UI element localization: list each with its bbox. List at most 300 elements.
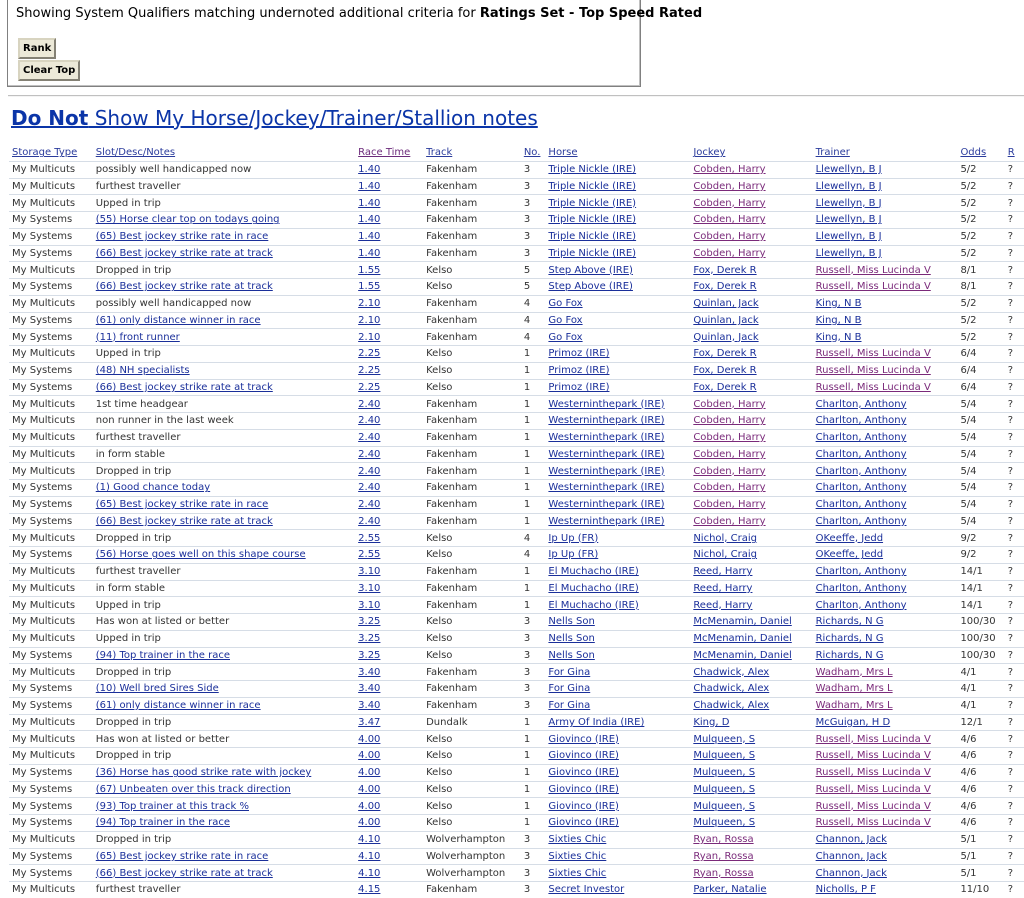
system-link[interactable]: (66) Best jockey strike rate at track (95, 867, 273, 879)
trainer-link[interactable]: Charlton, Anthony (815, 398, 907, 410)
race-time-link[interactable]: 1.40 (358, 197, 381, 209)
system-link[interactable]: (61) only distance winner in race (95, 700, 261, 712)
jockey-link[interactable]: Ryan, Rossa (693, 850, 754, 862)
horse-link[interactable]: Giovinco (IRE) (548, 733, 619, 745)
col-header-jockey[interactable]: Jockey (693, 147, 726, 159)
jockey-link[interactable]: Fox, Derek R (693, 365, 757, 377)
rank-button[interactable]: Rank (18, 38, 56, 59)
horse-link[interactable]: For Gina (548, 683, 591, 695)
trainer-link[interactable]: Charlton, Anthony (815, 599, 907, 611)
race-time-link[interactable]: 3.40 (358, 683, 381, 695)
table-row (9, 815, 1024, 832)
jockey-link[interactable]: Cobden, Harry (693, 499, 766, 511)
horse-cell (545, 446, 690, 463)
horse-link[interactable]: Go Fox (548, 314, 583, 326)
system-link[interactable]: (65) Best jockey strike rate in race (95, 231, 269, 243)
trainer-link[interactable]: Llewellyn, B J (815, 180, 882, 192)
number-cell: 1 (521, 798, 546, 815)
system-link[interactable]: (66) Best jockey strike rate at track (95, 381, 273, 393)
horse-link[interactable]: Giovinco (IRE) (548, 783, 619, 795)
clear-top-button[interactable]: Clear Top (18, 60, 80, 81)
race-time-link[interactable]: 2.10 (358, 314, 381, 326)
table-row (9, 178, 1024, 195)
system-link[interactable]: (66) Best jockey strike rate at track (95, 281, 273, 293)
col-header-trainer[interactable]: Trainer (815, 147, 850, 159)
race-time-link[interactable]: 2.55 (358, 532, 381, 544)
slot-desc-cell (93, 362, 355, 379)
jockey-link[interactable]: Chadwick, Alex (693, 666, 770, 678)
race-time-cell (355, 161, 423, 178)
horse-link[interactable]: Sixties Chic (548, 850, 607, 862)
race-time-cell (355, 764, 423, 781)
trainer-link[interactable]: Wadham, Mrs L (815, 666, 893, 678)
track-cell: Fakenham (423, 681, 521, 698)
horse-link[interactable]: Giovinco (IRE) (548, 750, 619, 762)
trainer-cell (813, 647, 958, 664)
jockey-link[interactable]: Mulqueen, S (693, 750, 756, 762)
storage-type-cell: My Multicuts (9, 396, 93, 413)
trainer-cell (813, 815, 958, 832)
horse-link[interactable]: For Gina (548, 700, 591, 712)
horse-link[interactable]: Go Fox (548, 331, 583, 343)
horse-link[interactable]: Westerninthepark (IRE) (548, 482, 665, 494)
storage-type-cell: My Multicuts (9, 882, 93, 898)
horse-link[interactable]: Triple Nickle (IRE) (548, 231, 637, 243)
jockey-link[interactable]: Cobden, Harry (693, 231, 766, 243)
horse-link[interactable]: Primoz (IRE) (548, 365, 610, 377)
race-time-link[interactable]: 1.55 (358, 281, 381, 293)
jockey-link[interactable]: Cobden, Harry (693, 164, 766, 176)
trainer-link[interactable]: Russell, Miss Lucinda V (815, 348, 931, 360)
odds-cell: 5/2 (957, 312, 1004, 329)
system-link[interactable]: (11) front runner (95, 331, 180, 343)
trainer-cell (813, 681, 958, 698)
horse-link[interactable]: Primoz (IRE) (548, 348, 610, 360)
jockey-link[interactable]: Chadwick, Alex (693, 700, 770, 712)
storage-type-cell: My Multicuts (9, 295, 93, 312)
trainer-link[interactable]: OKeeffe, Jedd (815, 532, 884, 544)
number-cell: 5 (521, 279, 546, 296)
trainer-link[interactable]: Russell, Miss Lucinda V (815, 733, 931, 745)
jockey-link[interactable]: McMenamin, Daniel (693, 633, 792, 645)
trainer-link[interactable]: Charlton, Anthony (815, 432, 907, 444)
track-cell: Fakenham (423, 212, 521, 229)
horse-link[interactable]: Step Above (IRE) (548, 264, 633, 276)
r-cell: ? (1005, 379, 1024, 396)
criteria-panel (7, 0, 703, 87)
col-header-r[interactable]: R (1007, 147, 1015, 159)
race-time-link[interactable]: 4.15 (358, 884, 381, 896)
track-cell: Fakenham (423, 697, 521, 714)
jockey-link[interactable]: Quinlan, Jack (693, 298, 759, 310)
horse-cell (545, 329, 690, 346)
slot-desc-cell (93, 798, 355, 815)
trainer-link[interactable]: OKeeffe, Jedd (815, 549, 884, 561)
jockey-link[interactable]: Nichol, Craig (693, 532, 758, 544)
system-link[interactable]: (61) only distance winner in race (95, 314, 261, 326)
trainer-link[interactable]: Richards, N G (815, 633, 884, 645)
race-time-link[interactable]: 4.00 (358, 750, 381, 762)
jockey-link[interactable]: Cobden, Harry (693, 482, 766, 494)
trainer-link[interactable]: Russell, Miss Lucinda V (815, 817, 931, 829)
race-time-link[interactable]: 2.40 (358, 448, 381, 460)
trainer-link[interactable]: Channon, Jack (815, 867, 887, 879)
col-header-horse[interactable]: Horse (548, 147, 578, 159)
trainer-link[interactable]: Llewellyn, B J (815, 247, 882, 259)
jockey-link[interactable]: Fox, Derek R (693, 348, 757, 360)
number-cell: 3 (521, 630, 546, 647)
horse-link[interactable]: Westerninthepark (IRE) (548, 448, 665, 460)
race-time-link[interactable]: 2.25 (358, 348, 381, 360)
jockey-link[interactable]: Cobden, Harry (693, 448, 766, 460)
jockey-link[interactable]: Cobden, Harry (693, 415, 766, 427)
race-time-cell (355, 362, 423, 379)
trainer-link[interactable]: King, N B (815, 298, 862, 310)
slot-desc-cell (93, 647, 355, 664)
odds-cell: 4/1 (957, 664, 1004, 681)
race-time-link[interactable]: 3.10 (358, 599, 381, 611)
number-cell: 3 (521, 848, 546, 865)
horse-link[interactable]: Nells Son (548, 649, 595, 661)
race-time-link[interactable]: 3.25 (358, 633, 381, 645)
race-time-link[interactable]: 3.40 (358, 700, 381, 712)
horse-link[interactable]: Nells Son (548, 616, 595, 628)
race-time-link[interactable]: 3.40 (358, 666, 381, 678)
slot-desc-cell (93, 764, 355, 781)
trainer-link[interactable]: Charlton, Anthony (815, 582, 907, 594)
race-time-link[interactable]: 3.25 (358, 616, 381, 628)
horse-link[interactable]: Westerninthepark (IRE) (548, 415, 665, 427)
number-cell: 4 (521, 530, 546, 547)
number-cell: 1 (521, 446, 546, 463)
system-link[interactable]: (56) Horse goes well on this shape course (95, 549, 306, 561)
jockey-link[interactable]: Cobden, Harry (693, 247, 766, 259)
horse-link[interactable]: El Muchacho (IRE) (548, 582, 639, 594)
trainer-link[interactable]: Charlton, Anthony (815, 482, 907, 494)
horse-link[interactable]: El Muchacho (IRE) (548, 566, 639, 578)
trainer-cell (813, 580, 958, 597)
race-time-link[interactable]: 3.10 (358, 582, 381, 594)
col-header-track[interactable]: Track (426, 147, 453, 159)
storage-type-cell: My Systems (9, 764, 93, 781)
trainer-link[interactable]: Llewellyn, B J (815, 197, 882, 209)
race-time-link[interactable]: 2.40 (358, 515, 381, 527)
race-time-link[interactable]: 2.40 (358, 465, 381, 477)
jockey-link[interactable]: Fox, Derek R (693, 264, 757, 276)
r-cell: ? (1005, 664, 1024, 681)
horse-cell (545, 697, 690, 714)
trainer-link[interactable]: Russell, Miss Lucinda V (815, 767, 931, 779)
system-link[interactable]: (93) Top trainer at this track % (95, 800, 249, 812)
horse-link[interactable]: Giovinco (IRE) (548, 767, 619, 779)
horse-link[interactable]: Primoz (IRE) (548, 381, 610, 393)
jockey-link[interactable]: McMenamin, Daniel (693, 649, 792, 661)
odds-cell: 5/2 (957, 212, 1004, 229)
horse-link[interactable]: Giovinco (IRE) (548, 817, 619, 829)
odds-cell: 5/1 (957, 865, 1004, 882)
race-time-link[interactable]: 4.00 (358, 817, 381, 829)
storage-type-cell: My Multicuts (9, 664, 93, 681)
race-time-cell (355, 781, 423, 798)
table-row (9, 731, 1024, 748)
race-time-link[interactable]: 3.47 (358, 716, 381, 728)
trainer-cell (813, 865, 958, 882)
race-time-link[interactable]: 2.40 (358, 482, 381, 494)
race-time-cell (355, 547, 423, 564)
system-link[interactable]: (55) Horse clear top on todays going (95, 214, 280, 226)
jockey-cell (690, 530, 812, 547)
jockey-link[interactable]: Mulqueen, S (693, 817, 756, 829)
horse-link[interactable]: For Gina (548, 666, 591, 678)
horse-link[interactable]: Step Above (IRE) (548, 281, 633, 293)
storage-type-cell: My Multicuts (9, 831, 93, 848)
jockey-link[interactable]: Reed, Harry (693, 599, 753, 611)
race-time-link[interactable]: 4.10 (358, 867, 381, 879)
col-header-storage-type[interactable]: Storage Type (12, 147, 78, 159)
horse-link[interactable]: Ip Up (FR) (548, 532, 599, 544)
race-time-link[interactable]: 2.10 (358, 331, 381, 343)
jockey-link[interactable]: Cobden, Harry (693, 465, 766, 477)
storage-type-cell: My Multicuts (9, 413, 93, 430)
race-time-link[interactable]: 4.00 (358, 800, 381, 812)
race-time-link[interactable]: 2.40 (358, 432, 381, 444)
horse-link[interactable]: Triple Nickle (IRE) (548, 180, 637, 192)
race-time-link[interactable]: 4.00 (358, 783, 381, 795)
race-time-link[interactable]: 1.40 (358, 231, 381, 243)
r-cell: ? (1005, 865, 1024, 882)
jockey-link[interactable]: Cobden, Harry (693, 432, 766, 444)
jockey-link[interactable]: Cobden, Harry (693, 214, 766, 226)
jockey-link[interactable]: Mulqueen, S (693, 733, 756, 745)
horse-link[interactable]: Westerninthepark (IRE) (548, 499, 665, 511)
jockey-cell (690, 362, 812, 379)
race-time-link[interactable]: 4.10 (358, 834, 381, 846)
number-cell: 1 (521, 563, 546, 580)
trainer-link[interactable]: Russell, Miss Lucinda V (815, 750, 931, 762)
system-link[interactable]: (94) Top trainer in the race (95, 649, 230, 661)
jockey-link[interactable]: Cobden, Harry (693, 180, 766, 192)
race-time-link[interactable]: 2.40 (358, 398, 381, 410)
race-time-link[interactable]: 4.00 (358, 733, 381, 745)
storage-type-cell: My Systems (9, 228, 93, 245)
r-cell: ? (1005, 597, 1024, 614)
horse-link[interactable]: Go Fox (548, 298, 583, 310)
col-header-slot-desc[interactable]: Slot/Desc/Notes (95, 147, 176, 159)
horse-link[interactable]: Westerninthepark (IRE) (548, 398, 665, 410)
race-time-link[interactable]: 2.40 (358, 499, 381, 511)
system-link[interactable]: (94) Top trainer in the race (95, 817, 230, 829)
trainer-cell (813, 329, 958, 346)
race-time-link[interactable]: 4.00 (358, 767, 381, 779)
race-time-link[interactable]: 1.40 (358, 164, 381, 176)
jockey-link[interactable]: Fox, Derek R (693, 381, 757, 393)
trainer-link[interactable]: Russell, Miss Lucinda V (815, 365, 931, 377)
r-cell: ? (1005, 513, 1024, 530)
number-cell: 3 (521, 697, 546, 714)
odds-cell: 100/30 (957, 647, 1004, 664)
jockey-link[interactable]: Ryan, Rossa (693, 867, 754, 879)
trainer-link[interactable]: Channon, Jack (815, 850, 887, 862)
odds-cell: 4/6 (957, 781, 1004, 798)
odds-cell: 14/1 (957, 597, 1004, 614)
system-link[interactable]: (65) Best jockey strike rate in race (95, 499, 269, 511)
table-row (9, 563, 1024, 580)
horse-link[interactable]: Sixties Chic (548, 834, 607, 846)
system-link[interactable]: (48) NH specialists (95, 365, 190, 377)
jockey-cell (690, 614, 812, 631)
trainer-link[interactable]: Richards, N G (815, 649, 884, 661)
race-time-cell (355, 831, 423, 848)
trainer-link[interactable]: Russell, Miss Lucinda V (815, 281, 931, 293)
number-cell: 3 (521, 831, 546, 848)
race-time-link[interactable]: 2.25 (358, 381, 381, 393)
race-time-link[interactable]: 2.40 (358, 415, 381, 427)
jockey-cell (690, 178, 812, 195)
race-time-link[interactable]: 3.10 (358, 566, 381, 578)
trainer-link[interactable]: Charlton, Anthony (815, 515, 907, 527)
system-link[interactable]: (67) Unbeaten over this track direction (95, 783, 291, 795)
storage-type-cell: My Systems (9, 212, 93, 229)
horse-link[interactable]: Westerninthepark (IRE) (548, 432, 665, 444)
storage-type-cell: My Multicuts (9, 195, 93, 212)
system-link[interactable]: (36) Horse has good strike rate with jockey (95, 767, 312, 779)
race-time-link[interactable]: 1.40 (358, 180, 381, 192)
horse-cell (545, 396, 690, 413)
trainer-link[interactable]: Wadham, Mrs L (815, 700, 893, 712)
trainer-link[interactable]: Charlton, Anthony (815, 566, 907, 578)
trainer-link[interactable]: Russell, Miss Lucinda V (815, 264, 931, 276)
horse-cell (545, 463, 690, 480)
trainer-link[interactable]: Wadham, Mrs L (815, 683, 893, 695)
jockey-link[interactable]: Parker, Natalie (693, 884, 767, 896)
horse-link[interactable]: Giovinco (IRE) (548, 800, 619, 812)
slot-desc-cell (93, 865, 355, 882)
jockey-link[interactable]: Quinlan, Jack (693, 331, 759, 343)
col-header-odds[interactable]: Odds (960, 147, 987, 159)
jockey-link[interactable]: Nichol, Craig (693, 549, 758, 561)
jockey-cell (690, 429, 812, 446)
race-time-link[interactable]: 1.40 (358, 247, 381, 259)
horse-link[interactable]: Triple Nickle (IRE) (548, 164, 637, 176)
trainer-cell (813, 429, 958, 446)
race-time-link[interactable]: 3.25 (358, 649, 381, 661)
race-time-link[interactable]: 1.55 (358, 264, 381, 276)
table-row (9, 212, 1024, 229)
table-row (9, 245, 1024, 262)
jockey-cell (690, 647, 812, 664)
jockey-link[interactable]: Cobden, Harry (693, 197, 766, 209)
slot-desc-cell: Upped in trip (93, 346, 355, 363)
horse-link[interactable]: Triple Nickle (IRE) (548, 247, 637, 259)
horse-link[interactable]: Ip Up (FR) (548, 549, 599, 561)
horse-link[interactable]: Nells Son (548, 633, 595, 645)
toggle-notes-link[interactable] (11, 106, 538, 130)
horse-link[interactable]: Triple Nickle (IRE) (548, 214, 637, 226)
horse-link[interactable]: Army Of India (IRE) (548, 716, 645, 728)
trainer-link[interactable]: McGuigan, H D (815, 716, 891, 728)
horse-link[interactable]: Westerninthepark (IRE) (548, 515, 665, 527)
system-link[interactable]: (66) Best jockey strike rate at track (95, 515, 273, 527)
race-time-link[interactable]: 2.55 (358, 549, 381, 561)
track-cell: Kelso (423, 530, 521, 547)
jockey-cell (690, 212, 812, 229)
track-cell: Kelso (423, 547, 521, 564)
jockey-link[interactable]: Mulqueen, S (693, 767, 756, 779)
jockey-cell (690, 161, 812, 178)
system-link[interactable]: (1) Good chance today (95, 482, 211, 494)
trainer-link[interactable]: Llewellyn, B J (815, 214, 882, 226)
system-link[interactable]: (10) Well bred Sires Side (95, 683, 219, 695)
race-time-cell (355, 798, 423, 815)
trainer-cell (813, 413, 958, 430)
horse-link[interactable]: Triple Nickle (IRE) (548, 197, 637, 209)
jockey-link[interactable]: Mulqueen, S (693, 800, 756, 812)
horse-cell (545, 530, 690, 547)
col-header-race-time[interactable]: Race Time (358, 147, 411, 159)
trainer-link[interactable]: Llewellyn, B J (815, 164, 882, 176)
trainer-link[interactable]: Russell, Miss Lucinda V (815, 783, 931, 795)
jockey-link[interactable]: Mulqueen, S (693, 783, 756, 795)
jockey-link[interactable]: McMenamin, Daniel (693, 616, 792, 628)
jockey-link[interactable]: Reed, Harry (693, 566, 753, 578)
jockey-link[interactable]: Reed, Harry (693, 582, 753, 594)
jockey-link[interactable]: Fox, Derek R (693, 281, 757, 293)
number-cell: 3 (521, 161, 546, 178)
horse-link[interactable]: Westerninthepark (IRE) (548, 465, 665, 477)
jockey-link[interactable]: King, D (693, 716, 730, 728)
jockey-link[interactable]: Chadwick, Alex (693, 683, 770, 695)
jockey-link[interactable]: Cobden, Harry (693, 398, 766, 410)
trainer-link[interactable]: Richards, N G (815, 616, 884, 628)
track-cell: Kelso (423, 379, 521, 396)
trainer-link[interactable]: Charlton, Anthony (815, 415, 907, 427)
trainer-link[interactable]: Nicholls, P F (815, 884, 876, 896)
jockey-link[interactable]: Cobden, Harry (693, 515, 766, 527)
horse-link[interactable]: Secret Investor (548, 884, 625, 896)
trainer-link[interactable]: Charlton, Anthony (815, 448, 907, 460)
odds-cell: 4/6 (957, 731, 1004, 748)
race-time-link[interactable]: 1.40 (358, 214, 381, 226)
jockey-cell (690, 731, 812, 748)
horse-link[interactable]: Sixties Chic (548, 867, 607, 879)
race-time-link[interactable]: 2.10 (358, 298, 381, 310)
trainer-link[interactable]: Russell, Miss Lucinda V (815, 800, 931, 812)
horse-link[interactable]: El Muchacho (IRE) (548, 599, 639, 611)
jockey-link[interactable]: Quinlan, Jack (693, 314, 759, 326)
number-cell: 3 (521, 212, 546, 229)
trainer-link[interactable]: King, N B (815, 314, 862, 326)
race-time-link[interactable]: 4.10 (358, 850, 381, 862)
number-cell: 1 (521, 764, 546, 781)
system-link[interactable]: (66) Best jockey strike rate at track (95, 247, 273, 259)
race-time-cell (355, 262, 423, 279)
r-cell: ? (1005, 312, 1024, 329)
slot-desc-cell: furthest traveller (93, 429, 355, 446)
trainer-cell (813, 496, 958, 513)
system-link[interactable]: (65) Best jockey strike rate in race (95, 850, 269, 862)
race-time-link[interactable]: 2.25 (358, 365, 381, 377)
trainer-link[interactable]: Channon, Jack (815, 834, 887, 846)
trainer-link[interactable]: Russell, Miss Lucinda V (815, 381, 931, 393)
trainer-link[interactable]: Llewellyn, B J (815, 231, 882, 243)
jockey-link[interactable]: Ryan, Rossa (693, 834, 754, 846)
trainer-link[interactable]: Charlton, Anthony (815, 465, 907, 477)
r-cell: ? (1005, 161, 1024, 178)
col-header-number[interactable]: No. (523, 147, 541, 159)
race-time-cell (355, 329, 423, 346)
trainer-link[interactable]: King, N B (815, 331, 862, 343)
trainer-link[interactable]: Charlton, Anthony (815, 499, 907, 511)
